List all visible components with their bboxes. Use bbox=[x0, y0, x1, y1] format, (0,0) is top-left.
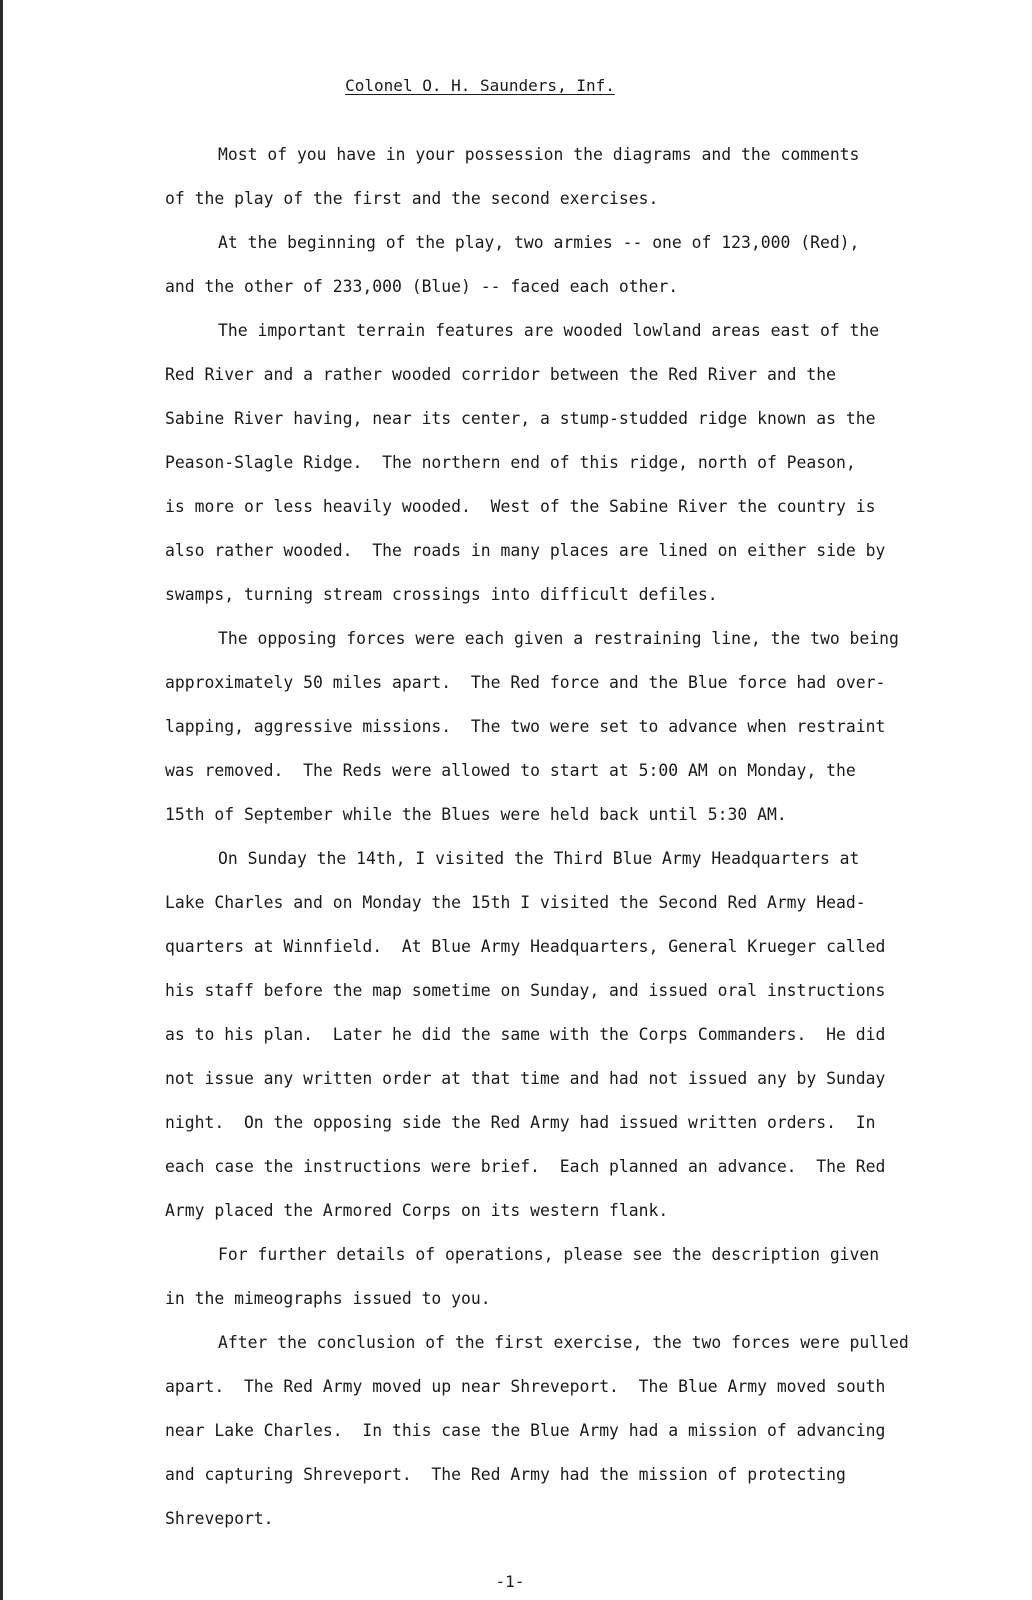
text-line: Shreveport. bbox=[165, 1509, 274, 1528]
text-line: swamps, turning stream crossings into difficult defiles. bbox=[165, 585, 718, 604]
text-line: of the play of the first and the second exercises. bbox=[165, 189, 659, 208]
text-line: is more or less heavily wooded. West of the Sabine River the country is bbox=[165, 497, 876, 516]
paragraph bbox=[165, 133, 985, 221]
paragraph bbox=[165, 617, 985, 837]
text-line: and the other of 233,000 (Blue) -- faced each other. bbox=[165, 277, 679, 296]
text-line: quarters at Winnfield. At Blue Army Headquarters, General Krueger called bbox=[165, 937, 886, 956]
text-line: Peason-Slagle Ridge. The northern end of this ridge, north of Peason, bbox=[165, 453, 856, 472]
text-line: each case the instructions were brief. Each planned an advance. The Red bbox=[165, 1157, 886, 1176]
paragraph bbox=[165, 309, 985, 617]
text-line: Most of you have in your possession the diagrams and the comments bbox=[218, 145, 860, 164]
text-line: not issue any written order at that time and had not issued any by Sunday bbox=[165, 1069, 886, 1088]
paragraph bbox=[165, 837, 985, 1233]
text-line: was removed. The Reds were allowed to start at 5:00 AM on Monday, the bbox=[165, 761, 856, 780]
document-title: Colonel O. H. Saunders, Inf. bbox=[345, 76, 615, 95]
text-line: night. On the opposing side the Red Army had issued written orders. In bbox=[165, 1113, 876, 1132]
text-line: At the beginning of the play, two armies -- one of 123,000 (Red), bbox=[218, 233, 860, 252]
text-line: On Sunday the 14th, I visited the Third Blue Army Headquarters at bbox=[218, 849, 860, 868]
page-number: -1- bbox=[495, 1572, 525, 1591]
text-line: Army placed the Armored Corps on its western flank. bbox=[165, 1201, 669, 1220]
text-line: his staff before the map sometime on Sunday, and issued oral instructions bbox=[165, 981, 886, 1000]
text-line: in the mimeographs issued to you. bbox=[165, 1289, 491, 1308]
paragraph bbox=[165, 1321, 985, 1541]
text-line: as to his plan. Later he did the same with the Corps Commanders. He did bbox=[165, 1025, 886, 1044]
paragraph bbox=[165, 221, 985, 309]
text-line: For further details of operations, please see the description given bbox=[218, 1245, 880, 1264]
text-line: The important terrain features are wooded lowland areas east of the bbox=[218, 321, 880, 340]
text-line: Lake Charles and on Monday the 15th I visited the Second Red Army Head- bbox=[165, 893, 866, 912]
text-line: also rather wooded. The roads in many places are lined on either side by bbox=[165, 541, 886, 560]
text-line: After the conclusion of the first exercise, the two forces were pulled bbox=[218, 1333, 909, 1352]
text-line: near Lake Charles. In this case the Blue Army had a mission of advancing bbox=[165, 1421, 886, 1440]
text-line: apart. The Red Army moved up near Shreveport. The Blue Army moved south bbox=[165, 1377, 886, 1396]
text-line: lapping, aggressive missions. The two were set to advance when restraint bbox=[165, 717, 886, 736]
text-line: 15th of September while the Blues were held back until 5:30 AM. bbox=[165, 805, 787, 824]
text-line: The opposing forces were each given a restraining line, the two being bbox=[218, 629, 899, 648]
text-line: Red River and a rather wooded corridor between the Red River and the bbox=[165, 365, 837, 384]
paragraph bbox=[165, 1233, 985, 1321]
text-line: approximately 50 miles apart. The Red force and the Blue force had over- bbox=[165, 673, 886, 692]
text-line: Sabine River having, near its center, a stump-studded ridge known as the bbox=[165, 409, 876, 428]
document-body bbox=[165, 133, 985, 1541]
text-line: and capturing Shreveport. The Red Army had the mission of protecting bbox=[165, 1465, 846, 1484]
